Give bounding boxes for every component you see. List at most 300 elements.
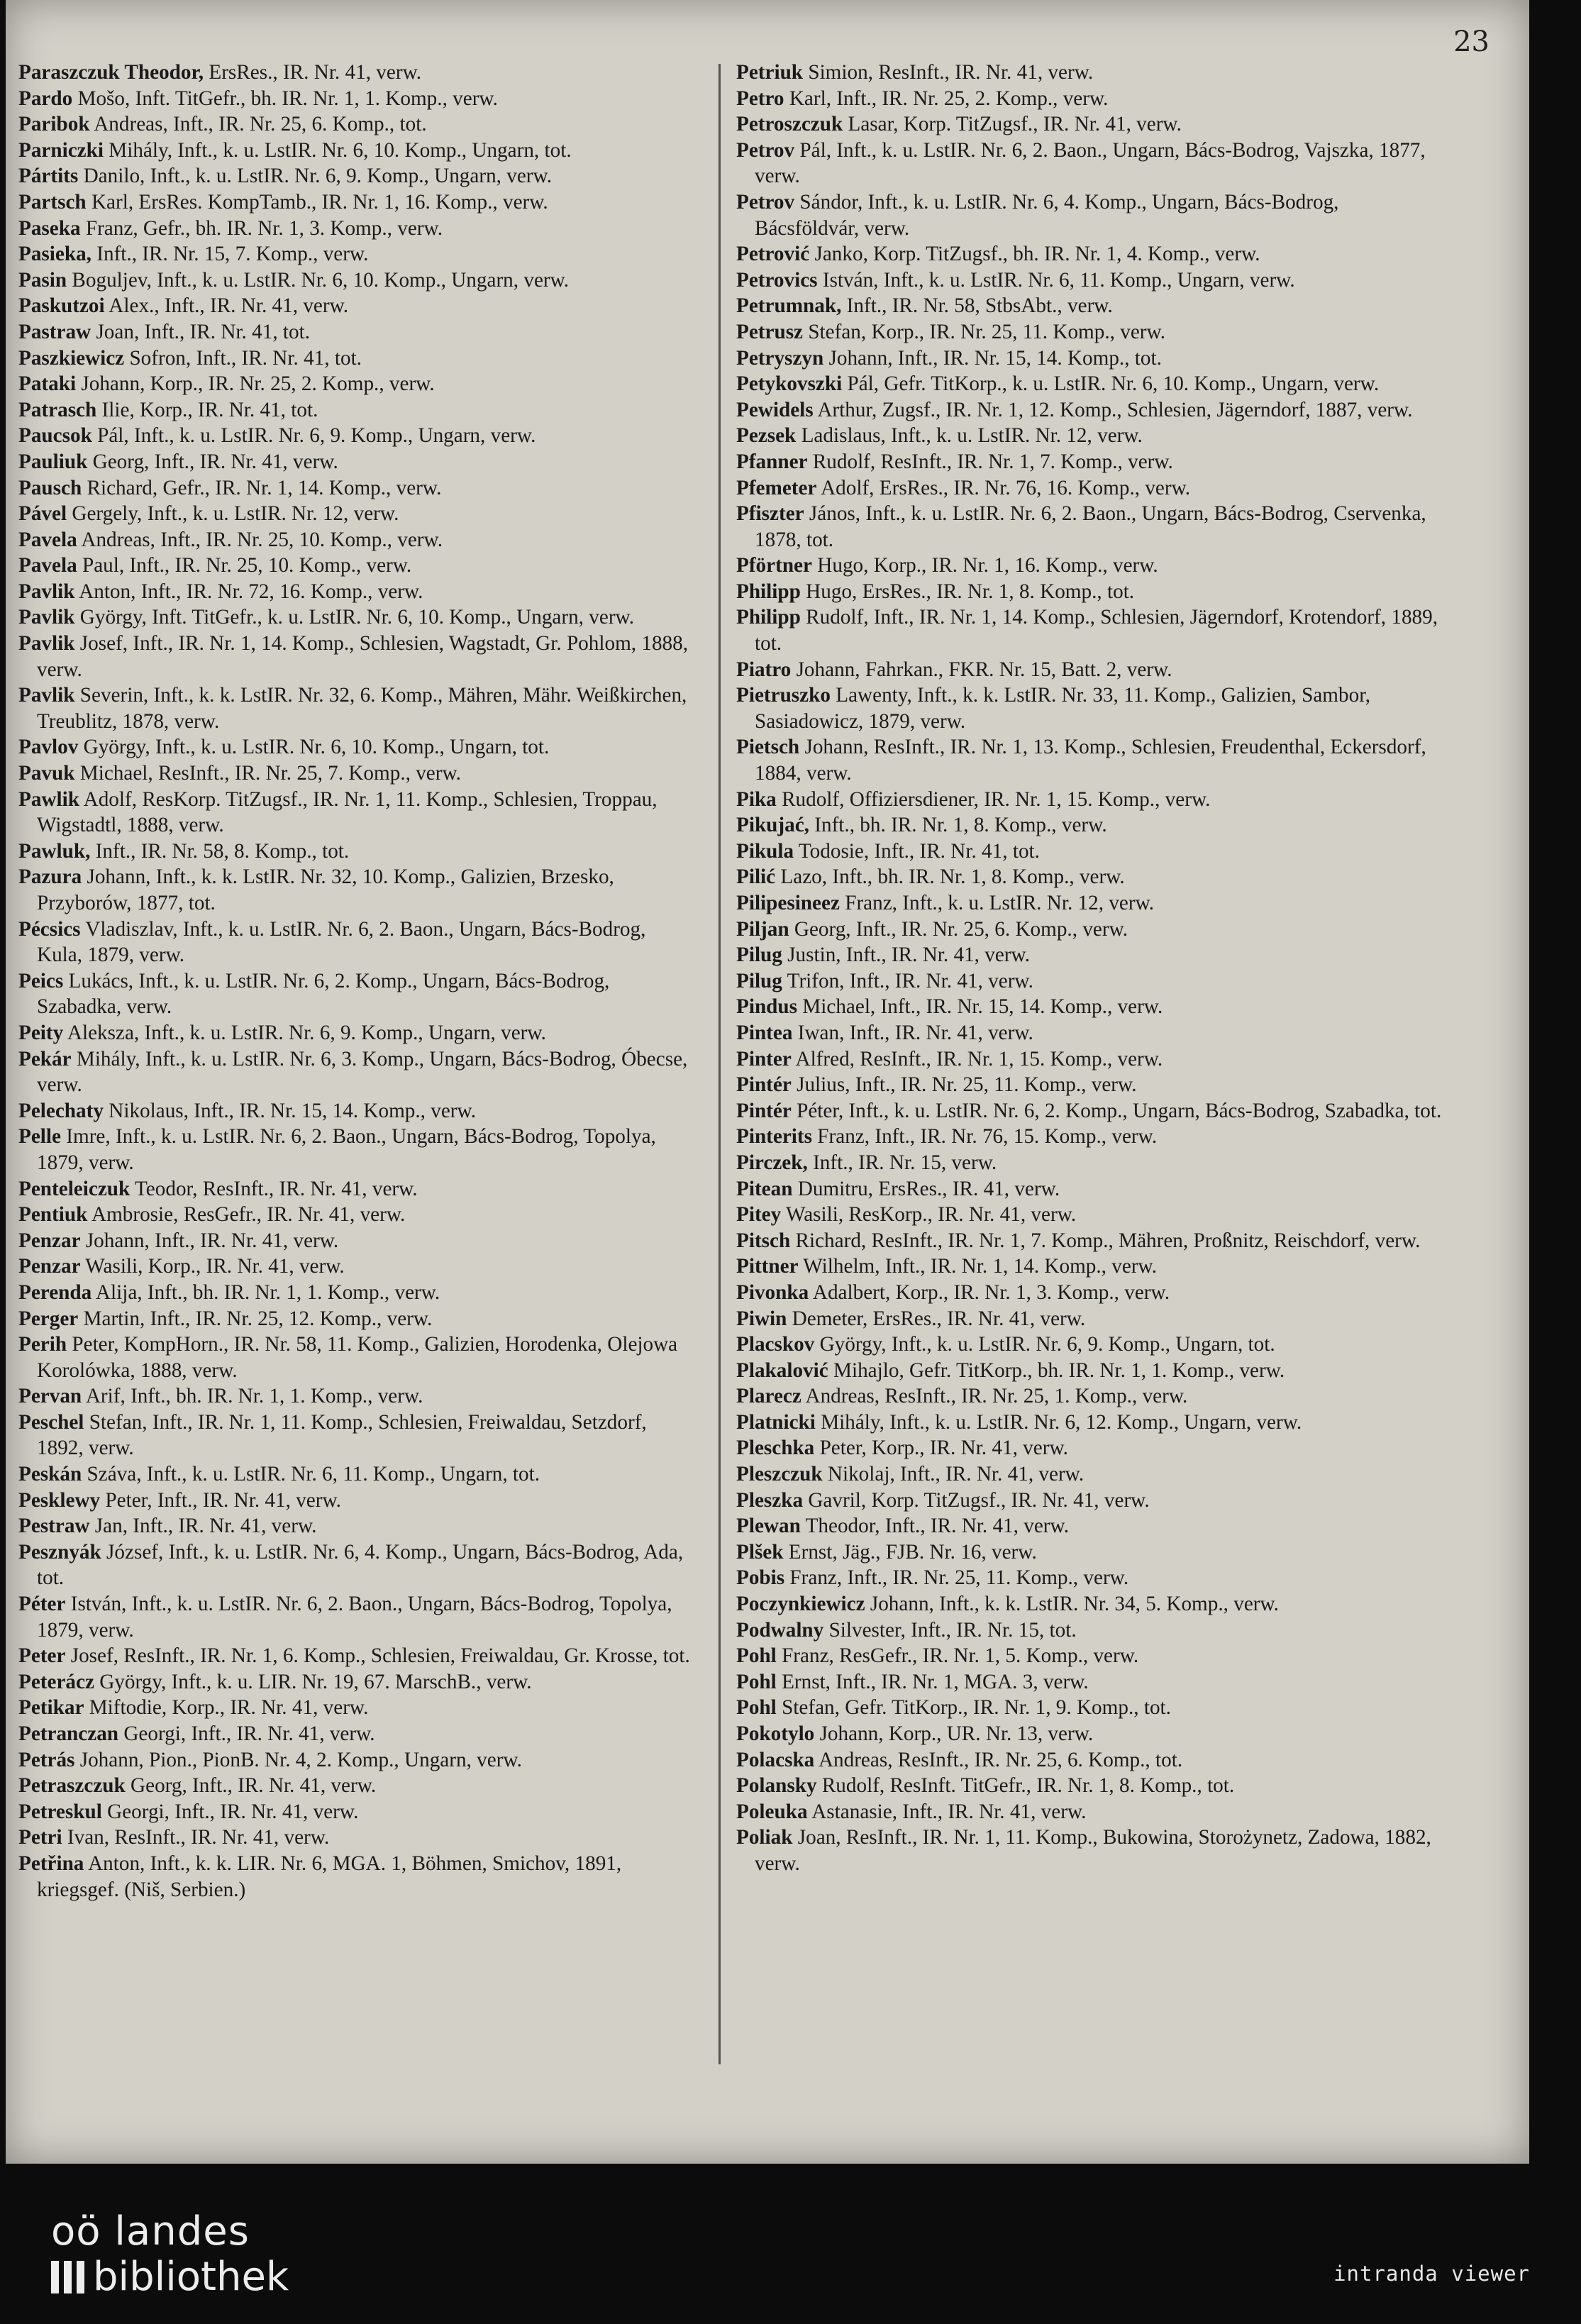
entry-surname: Petrovics (736, 268, 818, 292)
register-entry (736, 553, 1446, 579)
register-entry (18, 1254, 692, 1280)
viewer-label[interactable]: intranda viewer (1333, 2262, 1530, 2286)
entry-surname: Platnicki (736, 1410, 816, 1434)
register-entry (18, 1098, 692, 1124)
register-entry (736, 734, 1446, 786)
register-entry (18, 631, 692, 682)
entry-surname: Pika (736, 787, 777, 811)
entry-details: Franz, ResGefr., IR. Nr. 1, 5. Komp., verw. (776, 1644, 1139, 1668)
entry-details: Stefan, Korp., IR. Nr. 25, 11. Komp., verw. (803, 320, 1165, 343)
register-entry (18, 734, 692, 760)
register-entry (18, 293, 692, 319)
register-entry (18, 1539, 692, 1591)
entry-surname: Paszkiewicz (18, 346, 125, 370)
entry-details: Georgi, Inft., IR. Nr. 41, verw. (101, 1800, 359, 1823)
register-entry (18, 1773, 692, 1799)
register-entry (736, 1435, 1446, 1461)
register-entry (18, 1383, 692, 1410)
entry-surname: Plakalović (736, 1359, 828, 1382)
entry-surname: Pawlik (18, 787, 79, 811)
entry-details: Richard, Gefr., IR. Nr. 1, 14. Komp., verw. (82, 476, 442, 499)
entry-details: Lasar, Korp. TitZugsf., IR. Nr. 41, verw. (843, 113, 1182, 136)
entry-details: Janko, Korp. TitZugsf., bh. IR. Nr. 1, 4. Komp., verw. (809, 243, 1260, 266)
register-entry (18, 1799, 692, 1825)
entry-details: Sándor, Inft., k. u. LstIR. Nr. 6, 4. Komp., Ungarn, Bács-Bodrog, Bácsföldvár, verw. (755, 190, 1339, 240)
entry-surname: Pilug (736, 969, 782, 992)
entry-details: Martin, Inft., IR. Nr. 25, 12. Komp., verw. (78, 1307, 433, 1330)
entry-surname: Petri (18, 1826, 62, 1849)
register-entry (736, 1383, 1446, 1410)
entry-details: Dumitru, ErsRes., IR. 41, verw. (792, 1177, 1060, 1200)
register-entry (736, 1254, 1446, 1280)
entry-surname: Pohl (736, 1644, 777, 1668)
register-entry (736, 111, 1446, 138)
register-entry (736, 1332, 1446, 1358)
logo-text-top: oö landes (51, 2208, 250, 2254)
entry-details: Arthur, Zugsf., IR. Nr. 1, 12. Komp., Schlesien, Jägerndorf, 1887, verw. (813, 398, 1413, 421)
register-entry (18, 1747, 692, 1774)
entry-surname: Pfanner (736, 450, 808, 473)
entry-surname: Pestraw (18, 1515, 90, 1538)
register-entry (736, 864, 1446, 890)
entry-surname: Péter (18, 1593, 66, 1616)
entry-surname: Pécsics (18, 917, 81, 941)
entry-details: Imre, Inft., k. u. LstIR. Nr. 6, 2. Baon., Ungarn, Bács-Bodrog, Topolya, 1879, verw. (37, 1125, 656, 1174)
register-entry (736, 1358, 1446, 1384)
entry-details: Danilo, Inft., k. u. LstIR. Nr. 6, 9. Komp., Ungarn, verw. (78, 165, 553, 188)
entry-surname: Partsch (18, 190, 87, 214)
register-entry (736, 1747, 1446, 1774)
register-entry (18, 1306, 692, 1332)
register-entry (18, 1228, 692, 1254)
entry-details: Andreas, Inft., IR. Nr. 25, 10. Komp., verw. (77, 528, 443, 551)
entry-details: Justin, Inft., IR. Nr. 41, verw. (782, 944, 1031, 967)
register-entry (736, 397, 1446, 424)
page-number: 23 (1453, 26, 1490, 58)
entry-details: Mihály, Inft., k. u. LstIR. Nr. 6, 10. Komp., Ungarn, tot. (103, 138, 572, 162)
register-entry (736, 1046, 1446, 1073)
entry-surname: Petrov (736, 190, 795, 214)
register-entry (18, 682, 692, 734)
entry-details: Mošo, Inft. TitGefr., bh. IR. Nr. 1, 1. Komp., verw. (72, 87, 498, 110)
entry-surname: Pietruszko (736, 684, 831, 707)
entry-surname: Pietsch (736, 736, 800, 759)
register-entry (736, 60, 1446, 86)
entry-details: Andreas, ResInft., IR. Nr. 25, 6. Komp., tot. (814, 1748, 1183, 1771)
register-entry (736, 942, 1446, 968)
entry-details: Mihály, Inft., k. u. LstIR. Nr. 6, 3. Komp., Ungarn, Bács-Bodrog, Óbecse, verw. (37, 1047, 688, 1097)
entry-details: Nikolaj, Inft., IR. Nr. 41, verw. (822, 1463, 1084, 1486)
register-entry (18, 1332, 692, 1383)
entry-details: József, Inft., k. u. LstIR. Nr. 6, 4. Komp., Ungarn, Bács-Bodrog, Ada, tot. (37, 1540, 684, 1590)
entry-details: Rudolf, Inft., IR. Nr. 1, 14. Komp., Schlesien, Jägerndorf, Krotendorf, 1889, tot. (755, 606, 1438, 655)
register-entry (736, 1280, 1446, 1306)
register-entry (18, 1046, 692, 1098)
entry-details: Ernst, Inft., IR. Nr. 1, MGA. 3, verw. (776, 1670, 1089, 1693)
entry-surname: Pilug (736, 944, 782, 967)
register-entry (18, 1669, 692, 1695)
entry-surname: Pleszczuk (736, 1463, 823, 1486)
entry-details: Franz, Gefr., bh. IR. Nr. 1, 3. Komp., verw. (80, 216, 443, 240)
register-entry (736, 839, 1446, 865)
entry-surname: Petrović (736, 243, 810, 266)
register-entry (736, 1228, 1446, 1254)
register-entry (736, 319, 1446, 345)
entry-surname: Pivonka (736, 1280, 809, 1304)
register-entry (18, 111, 692, 138)
entry-details: Peter, Korp., IR. Nr. 41, verw. (814, 1437, 1068, 1460)
entry-surname: Penteleiczuk (18, 1177, 131, 1200)
register-entry (18, 579, 692, 605)
register-entry (18, 371, 692, 397)
entry-surname: Petranczan (18, 1722, 119, 1745)
entry-details: Josef, ResInft., IR. Nr. 1, 6. Komp., Schlesien, Freiwaldau, Gr. Krosse, tot. (65, 1644, 690, 1668)
entry-surname: Patrasch (18, 398, 97, 421)
register-entry (736, 189, 1446, 241)
entry-surname: Pasin (18, 268, 67, 292)
viewer-footer (0, 2164, 1581, 2324)
entry-surname: Piwin (736, 1307, 787, 1330)
entry-surname: Pausch (18, 476, 82, 499)
entry-surname: Pleschka (736, 1437, 815, 1460)
entry-details: Ilie, Korp., IR. Nr. 41, tot. (96, 398, 318, 421)
register-entry (18, 1280, 692, 1306)
register-entry (736, 501, 1446, 553)
register-entry (736, 682, 1446, 734)
entry-details: Josef, Inft., IR. Nr. 1, 14. Komp., Schlesien, Wagstadt, Gr. Pohlom, 1888, verw. (37, 632, 689, 681)
entry-surname: Peity (18, 1021, 64, 1044)
entry-surname: Placskov (736, 1333, 815, 1356)
register-entry (736, 1539, 1446, 1566)
register-entry (736, 657, 1446, 683)
entry-surname: Polacska (736, 1748, 815, 1771)
entry-surname: Petykovszki (736, 372, 843, 396)
entry-surname: Pokotylo (736, 1722, 815, 1745)
entry-details: Boguljev, Inft., k. u. LstIR. Nr. 6, 10. Komp., Ungarn, verw. (67, 268, 570, 292)
entry-details: Astanasie, Inft., IR. Nr. 41, verw. (807, 1800, 1087, 1823)
register-entry (736, 1098, 1446, 1124)
entry-details: Theodor, Inft., IR. Nr. 41, verw. (800, 1515, 1070, 1538)
register-entry (18, 501, 692, 527)
entry-details: Karl, ErsRes. KompTamb., IR. Nr. 1, 16. Komp., verw. (86, 190, 548, 214)
entry-details: Johann, Inft., IR. Nr. 41, verw. (80, 1229, 339, 1252)
entry-surname: Peterácz (18, 1670, 94, 1693)
entry-details: Mihajlo, Gefr. TitKorp., bh. IR. Nr. 1, 1. Komp., verw. (828, 1359, 1285, 1382)
entry-details: Paul, Inft., IR. Nr. 25, 10. Komp., verw. (77, 554, 412, 577)
entry-surname: Pervan (18, 1385, 82, 1408)
register-entry (736, 579, 1446, 605)
entry-details: György, Inft., k. u. LstIR. Nr. 6, 10. Komp., Ungarn, tot. (78, 736, 550, 759)
register-entry (18, 527, 692, 553)
entry-details: Johann, Inft., IR. Nr. 15, 14. Komp., tot. (823, 346, 1162, 370)
register-entry (18, 241, 692, 267)
entry-surname: Pavela (18, 554, 77, 577)
register-entry (18, 1721, 692, 1747)
entry-surname: Parniczki (18, 138, 104, 162)
entry-details: Jan, Inft., IR. Nr. 41, verw. (89, 1515, 317, 1538)
register-entry (736, 1669, 1446, 1695)
entry-details: Todosie, Inft., IR. Nr. 41, tot. (794, 839, 1040, 863)
register-entry (18, 397, 692, 424)
entry-surname: Plewan (736, 1515, 801, 1538)
entry-details: Rudolf, Offiziersdiener, IR. Nr. 1, 15. Komp., verw. (776, 787, 1211, 811)
entry-surname: Pirczek, (736, 1151, 808, 1174)
entry-details: Inft., IR. Nr. 58, 8. Komp., tot. (90, 839, 350, 863)
register-entry (736, 917, 1446, 943)
document-page (6, 0, 1529, 2164)
entry-details: Stefan, Inft., IR. Nr. 1, 11. Komp., Schlesien, Freiwaldau, Setzdorf, 1892, verw. (37, 1410, 647, 1460)
entry-details: Wasili, Korp., IR. Nr. 41, verw. (80, 1255, 345, 1278)
entry-details: Aleksza, Inft., k. u. LstIR. Nr. 6, 9. Komp., Ungarn, verw. (63, 1021, 546, 1044)
entry-surname: Paucsok (18, 424, 92, 448)
column-divider (719, 64, 721, 2064)
register-entry (18, 1851, 692, 1903)
logo-text-bottom: bibliothek (93, 2254, 289, 2300)
entry-details: István, Inft., k. u. LstIR. Nr. 6, 2. Baon., Ungarn, Bács-Bodrog, Topolya, 1879, verw. (37, 1593, 672, 1642)
entry-surname: Plšek (736, 1540, 784, 1564)
entry-details: Michael, ResInft., IR. Nr. 25, 7. Komp., verw. (74, 762, 461, 785)
entry-surname: Pikula (736, 839, 794, 863)
register-entry (736, 267, 1446, 294)
entry-details: Ambrosie, ResGefr., IR. Nr. 41, verw. (87, 1203, 406, 1227)
entry-details: Ivan, ResInft., IR. Nr. 41, verw. (62, 1826, 330, 1849)
entry-details: Vladiszlav, Inft., k. u. LstIR. Nr. 6, 2. Baon., Ungarn, Bács-Bodrog, Kula, 1879, verw. (37, 917, 646, 967)
entry-surname: Petreskul (18, 1800, 102, 1823)
register-entry (18, 864, 692, 916)
entry-details: György, Inft. TitGefr., k. u. LstIR. Nr. 6, 10. Komp., Ungarn, verw. (74, 606, 635, 629)
register-entry (18, 1488, 692, 1514)
entry-details: Hugo, ErsRes., IR. Nr. 1, 8. Komp., tot. (800, 580, 1135, 603)
entry-details: Mihály, Inft., k. u. LstIR. Nr. 6, 12. Komp., Ungarn, verw. (815, 1410, 1302, 1434)
entry-surname: Pardo (18, 87, 73, 110)
register-entry (736, 345, 1446, 372)
entry-surname: Petryszyn (736, 346, 824, 370)
entry-surname: Poliak (736, 1826, 793, 1849)
register-entry (736, 968, 1446, 995)
entry-surname: Philipp (736, 580, 801, 603)
entry-details: György, Inft., k. u. LIR. Nr. 19, 67. MarschB., verw. (94, 1670, 532, 1693)
entry-details: Georg, Inft., IR. Nr. 41, verw. (125, 1774, 377, 1798)
entry-details: Pál, Inft., k. u. LstIR. Nr. 6, 2. Baon., Ungarn, Bács-Bodrog, Vajszka, 1877, verw. (755, 138, 1426, 188)
entry-surname: Pavuk (18, 762, 75, 785)
entry-surname: Pavlik (18, 606, 75, 629)
entry-surname: Pintea (736, 1021, 793, 1044)
entry-details: Wasili, ResKorp., IR. Nr. 41, verw. (781, 1203, 1077, 1227)
entry-surname: Piljan (736, 917, 789, 941)
entry-details: Arif, Inft., bh. IR. Nr. 1, 1. Komp., verw. (82, 1385, 423, 1408)
register-entry (736, 1176, 1446, 1202)
register-entry (18, 1176, 692, 1202)
register-entry (736, 1695, 1446, 1721)
entry-surname: Plarecz (736, 1385, 801, 1408)
entry-details: Száva, Inft., k. u. LstIR. Nr. 6, 11. Komp., Ungarn, tot. (82, 1463, 540, 1486)
entry-details: Alija, Inft., bh. IR. Nr. 1, 1. Komp., verw. (91, 1280, 440, 1304)
entry-surname: Pavlov (18, 736, 79, 759)
entry-surname: Paraszczuk Theodor, (18, 61, 204, 84)
entry-surname: Pesklewy (18, 1488, 101, 1512)
entry-details: Peter, KompHorn., IR. Nr. 58, 11. Komp., Galizien, Horodenka, Olejowa Korolówka, 1888, verw. (37, 1333, 678, 1382)
entry-details: Pál, Gefr. TitKorp., k. u. LstIR. Nr. 6, 10. Komp., Ungarn, verw. (842, 372, 1380, 396)
register-entry (18, 86, 692, 112)
register-entry (736, 994, 1446, 1020)
entry-surname: Poczynkiewicz (736, 1593, 865, 1616)
entry-surname: Petrás (18, 1748, 75, 1771)
register-entry (18, 423, 692, 449)
entry-details: Teodor, ResInft., IR. Nr. 41, verw. (130, 1177, 418, 1200)
entry-surname: Pleszka (736, 1488, 804, 1512)
register-entry (18, 189, 692, 216)
entry-details: Adolf, ResKorp. TitZugsf., IR. Nr. 1, 11. Komp., Schlesien, Troppau, Wigstadtl, 1888, verw. (37, 787, 658, 837)
entry-details: Gavril, Korp. TitZugsf., IR. Nr. 41, verw. (803, 1488, 1150, 1512)
entry-details: Julius, Inft., IR. Nr. 25, 11. Komp., verw. (791, 1073, 1137, 1097)
entry-surname: Pohl (736, 1670, 777, 1693)
entry-details: Ernst, Jäg., FJB. Nr. 16, verw. (783, 1540, 1037, 1564)
entry-surname: Pintér (736, 1099, 792, 1122)
entry-details: Rudolf, ResInft. TitGefr., IR. Nr. 1, 8. Komp., tot. (816, 1774, 1235, 1798)
logo-text-bottom-row (51, 2254, 289, 2300)
entry-details: Georg, Inft., IR. Nr. 41, verw. (87, 450, 338, 473)
entry-details: Hugo, Korp., IR. Nr. 1, 16. Komp., verw. (811, 554, 1158, 577)
entry-surname: Pavlik (18, 684, 75, 707)
entry-surname: Paskutzoi (18, 294, 105, 318)
entry-details: Lazo, Inft., bh. IR. Nr. 1, 8. Komp., verw. (775, 865, 1125, 889)
entry-surname: Petrusz (736, 320, 804, 343)
entry-surname: Pawluk, (18, 839, 91, 863)
entry-surname: Pintér (736, 1073, 792, 1097)
entry-surname: Polansky (736, 1774, 817, 1798)
register-entry (736, 812, 1446, 839)
entry-details: Sofron, Inft., IR. Nr. 41, tot. (124, 346, 362, 370)
entry-surname: Pinterits (736, 1125, 812, 1149)
entry-surname: Pitsch (736, 1229, 791, 1252)
register-entry (18, 267, 692, 294)
entry-surname: Podwalny (736, 1618, 824, 1642)
entry-surname: Pitey (736, 1203, 782, 1227)
entry-details: Lukács, Inft., k. u. LstIR. Nr. 6, 2. Komp., Ungarn, Bács-Bodrog, Szabadka, verw. (37, 969, 610, 1019)
entry-details: Johann, ResInft., IR. Nr. 1, 13. Komp., Schlesien, Freudenthal, Eckersdorf, 1884, verw. (755, 736, 1426, 785)
entry-surname: Pauliuk (18, 450, 88, 473)
left-column (18, 60, 692, 1903)
entry-details: Andreas, Inft., IR. Nr. 25, 6. Komp., tot. (89, 113, 427, 136)
register-entry (18, 1825, 692, 1851)
entry-surname: Pavlik (18, 632, 75, 655)
register-entry (18, 604, 692, 631)
entry-details: Demeter, ErsRes., IR. Nr. 41, verw. (787, 1307, 1086, 1330)
register-entry (18, 163, 692, 189)
register-entry (18, 60, 692, 86)
entry-details: Johann, Korp., IR. Nr. 25, 2. Komp., verw. (76, 372, 435, 396)
register-entry (18, 787, 692, 839)
entry-surname: Perenda (18, 1280, 92, 1304)
entry-surname: Penzar (18, 1229, 81, 1252)
entry-surname: Petrumnak, (736, 294, 842, 318)
entry-details: Peter, Inft., IR. Nr. 41, verw. (100, 1488, 341, 1512)
entry-details: Adalbert, Korp., IR. Nr. 1, 3. Komp., verw. (809, 1280, 1170, 1304)
entry-details: Johann, Korp., UR. Nr. 13, verw. (814, 1722, 1094, 1745)
entry-surname: Pastraw (18, 320, 91, 343)
register-entry (736, 138, 1446, 189)
entry-surname: Pável (18, 502, 67, 526)
entry-details: Silvester, Inft., IR. Nr. 15, tot. (823, 1618, 1077, 1642)
entry-surname: Petikar (18, 1696, 84, 1720)
entry-details: Inft., IR. Nr. 58, StbsAbt., verw. (841, 294, 1113, 318)
entry-surname: Pförtner (736, 554, 812, 577)
entry-details: Michael, Inft., IR. Nr. 15, 14. Komp., verw. (797, 995, 1163, 1019)
entry-surname: Petro (736, 87, 784, 110)
entry-details: István, Inft., k. u. LstIR. Nr. 6, 11. Komp., Ungarn, verw. (817, 268, 1295, 292)
entry-details: Miftodie, Korp., IR. Nr. 41, verw. (84, 1696, 369, 1720)
entry-surname: Pataki (18, 372, 77, 396)
register-entry (18, 475, 692, 502)
entry-details: Pál, Inft., k. u. LstIR. Nr. 6, 9. Komp., Ungarn, verw. (91, 424, 536, 448)
register-entry (736, 449, 1446, 475)
register-entry (736, 1565, 1446, 1591)
register-entry (736, 1643, 1446, 1669)
entry-details: Johann, Pion., PionB. Nr. 4, 2. Komp., Ungarn, verw. (74, 1748, 522, 1771)
register-entry (18, 839, 692, 865)
entry-surname: Pavela (18, 528, 77, 551)
entry-surname: Pezsek (736, 424, 797, 448)
entry-details: Karl, Inft., IR. Nr. 25, 2. Komp., verw. (784, 87, 1109, 110)
entry-details: Georg, Inft., IR. Nr. 25, 6. Komp., verw. (789, 917, 1128, 941)
entry-surname: Petrov (736, 138, 795, 162)
entry-details: Johann, Fahrkan., FKR. Nr. 15, Batt. 2, verw. (791, 658, 1172, 681)
entry-details: Franz, Inft., IR. Nr. 25, 11. Komp., verw. (784, 1566, 1129, 1590)
register-entry (736, 371, 1446, 397)
register-entry (18, 1695, 692, 1721)
entry-surname: Peter (18, 1644, 66, 1668)
entry-details: Inft., IR. Nr. 15, 7. Komp., verw. (91, 243, 369, 266)
entry-surname: Pekár (18, 1047, 72, 1070)
library-logo[interactable] (51, 2209, 289, 2300)
register-entry (736, 1799, 1446, 1825)
register-entry (18, 1202, 692, 1228)
entry-surname: Pohl (736, 1696, 777, 1720)
register-entry (736, 475, 1446, 502)
entry-details: Severin, Inft., k. k. LstIR. Nr. 32, 6. Komp., Mähren, Mähr. Weißkirchen, Treublitz, 1878, verw. (37, 684, 687, 733)
register-entry (18, 1643, 692, 1669)
register-entry (18, 1591, 692, 1643)
register-entry (736, 1825, 1446, 1876)
entry-details: Georgi, Inft., IR. Nr. 41, verw. (118, 1722, 375, 1745)
register-entry (736, 1721, 1446, 1747)
entry-details: ErsRes., IR. Nr. 41, verw. (204, 61, 422, 84)
entry-surname: Pinter (736, 1047, 792, 1070)
entry-surname: Petřina (18, 1852, 84, 1875)
entry-surname: Perger (18, 1307, 79, 1330)
entry-details: Anton, Inft., IR. Nr. 72, 16. Komp., verw. (74, 580, 423, 603)
register-entry (18, 1124, 692, 1175)
entry-surname: Petriuk (736, 61, 804, 84)
entry-surname: Peskán (18, 1463, 82, 1486)
register-entry (18, 216, 692, 242)
register-entry (736, 1202, 1446, 1228)
register-entry (736, 1617, 1446, 1644)
entry-details: Franz, Inft., k. u. LstIR. Nr. 12, verw. (839, 892, 1155, 914)
register-entry (18, 760, 692, 787)
entry-surname: Philipp (736, 606, 801, 629)
entry-details: Iwan, Inft., IR. Nr. 41, verw. (792, 1021, 1033, 1044)
entry-surname: Perih (18, 1333, 67, 1356)
register-entry (18, 917, 692, 968)
entry-details: Gergely, Inft., k. u. LstIR. Nr. 12, verw. (67, 502, 399, 526)
register-entry (736, 604, 1446, 656)
entry-surname: Pitean (736, 1177, 793, 1200)
entry-surname: Pelle (18, 1125, 61, 1149)
entry-surname: Poleuka (736, 1800, 808, 1823)
entry-surname: Pindus (736, 995, 797, 1019)
entry-details: Johann, Inft., k. k. LstIR. Nr. 34, 5. Komp., verw. (865, 1593, 1279, 1616)
